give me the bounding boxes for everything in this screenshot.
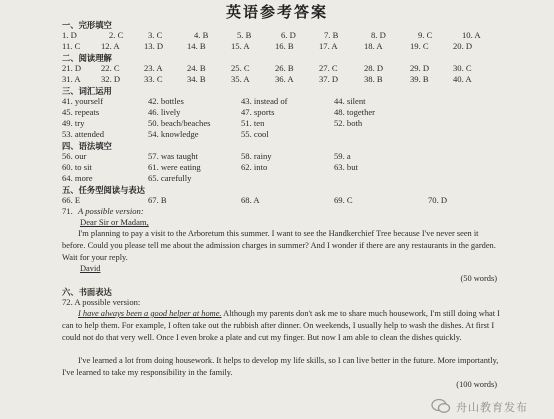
letter-salutation-line xyxy=(0,217,554,228)
answer-item: 69. C xyxy=(334,195,353,205)
answer-item: 46. lively xyxy=(148,107,181,117)
answer-item: 24. B xyxy=(187,63,206,73)
task-reading-answers-row xyxy=(0,195,554,206)
answer-item: 41. yourself xyxy=(62,96,104,106)
vocabulary-answers-row-3 xyxy=(0,118,554,129)
letter-salutation: Dear Sir or Madam, xyxy=(80,217,149,227)
reading-answers-row-1 xyxy=(0,63,554,74)
answer-item: 28. D xyxy=(364,63,384,73)
answer-item: 38. B xyxy=(364,74,383,84)
answer-item: 52. both xyxy=(334,118,363,128)
answer-item: 16. B xyxy=(275,41,294,51)
essay-topic-sentence: I have always been a good helper at home. xyxy=(78,309,222,318)
answer-item: 4. B xyxy=(194,30,209,40)
answer-item: 3. C xyxy=(148,30,163,40)
answer-item: 60. to sit xyxy=(62,162,92,172)
answer-item: 11. C xyxy=(62,41,81,51)
cloze-answers-row-2 xyxy=(0,41,554,52)
answer-item: 18. A xyxy=(364,41,383,51)
answer-item: 49. try xyxy=(62,118,85,128)
answer-item: 57. was taught xyxy=(148,151,198,161)
answer-item: 17. A xyxy=(319,41,338,51)
answer-item: 68. A xyxy=(241,195,260,205)
answer-item: 67. B xyxy=(148,195,167,205)
section-heading-grammar: 四、语法填空 xyxy=(62,141,112,151)
answer-item: 34. B xyxy=(187,74,206,84)
grammar-answers-row-2 xyxy=(0,162,554,173)
answer-item: 65. carefully xyxy=(148,173,192,183)
answer-item: 1. D xyxy=(62,30,77,40)
answer-item: 15. A xyxy=(231,41,250,51)
answer-item: 51. ten xyxy=(241,118,265,128)
essay-paragraph-1-text: Although my parents don't ask me to share much housework, I'm still doing what I can to help them. For example, I often take out the rubbish after dinner. On weekends, I usually help to wash the dishes. At first I could not do that very well. Once I even broke a plate and cut my finger. But now I am able to clean the dishes quickly. xyxy=(62,309,500,342)
letter-signature: David xyxy=(80,264,101,273)
answer-item: 21. D xyxy=(62,63,82,73)
answer-item: 63. but xyxy=(334,162,358,172)
answer-item: 6. D xyxy=(281,30,296,40)
section-heading-writing: 六、书面表达 xyxy=(62,287,112,297)
answer-item: 70. D xyxy=(428,195,448,205)
answer-item: 66. E xyxy=(62,195,81,205)
answer-item: 56. our xyxy=(62,151,87,161)
answer-item: 32. D xyxy=(101,74,121,84)
possible-version-label: A possible version: xyxy=(78,206,144,216)
question-72-line xyxy=(0,297,554,308)
cloze-answers-row-1 xyxy=(0,30,554,41)
reading-answers-row-2 xyxy=(0,74,554,85)
letter-body xyxy=(62,228,500,264)
answer-item: 27. C xyxy=(319,63,338,73)
watermark-text: 舟山教育发布 xyxy=(456,401,528,414)
answer-item: 5. B xyxy=(237,30,252,40)
answer-item: 22. C xyxy=(101,63,120,73)
answer-item: 2. C xyxy=(109,30,124,40)
word-count-72: (100 words) xyxy=(456,380,497,389)
vocabulary-answers-row-4 xyxy=(0,129,554,140)
grammar-answers-row-1 xyxy=(0,151,554,162)
answer-item: 25. C xyxy=(231,63,250,73)
question-71-line xyxy=(0,206,554,217)
answer-item: 44. silent xyxy=(334,96,366,106)
answer-key-title: 英语参考答案 xyxy=(225,3,328,21)
answer-item: 8. D xyxy=(371,30,386,40)
answer-item: 37. D xyxy=(319,74,339,84)
section-heading-cloze: 一、完形填空 xyxy=(62,20,112,30)
answer-item: 42. bottles xyxy=(148,96,184,106)
answer-item: 26. B xyxy=(275,63,294,73)
watermark xyxy=(421,395,554,419)
answer-item: 62. into xyxy=(241,162,268,172)
answer-item: 9. C xyxy=(418,30,433,40)
essay-paragraph-1 xyxy=(62,308,500,344)
answer-item: 50. beach/beaches xyxy=(148,118,211,128)
answer-item: 13. D xyxy=(144,41,164,51)
letter-body-text: I'm planning to pay a visit to the Arboretum this summer. I want to see the Handkerchief Tree because I've never seen it before. Could you please tell me about the admission charges in summer? And I wonder if there are any restaurants in the garden. Wait for your reply. xyxy=(62,229,496,262)
answer-item: 36. A xyxy=(275,74,294,84)
vocabulary-answers-row-1 xyxy=(0,96,554,107)
answer-item: 35. A xyxy=(231,74,250,84)
answer-item: 54. knowledge xyxy=(148,129,199,139)
answer-item: 55. cool xyxy=(241,129,269,139)
answer-item: 59. a xyxy=(334,151,351,161)
answer-item: 14. B xyxy=(187,41,206,51)
wechat-icon xyxy=(431,398,451,414)
answer-item: 45. repeats xyxy=(62,107,100,117)
essay-paragraph-2 xyxy=(62,355,500,379)
vocabulary-answers-row-2 xyxy=(0,107,554,118)
answer-item: 61. were eating xyxy=(148,162,201,172)
grammar-answers-row-3 xyxy=(0,173,554,184)
answer-item: 48. together xyxy=(334,107,376,117)
section-heading-task-reading: 五、任务型阅读与表达 xyxy=(62,185,145,195)
answer-item: 43. instead of xyxy=(241,96,288,106)
answer-item: 20. D xyxy=(453,41,473,51)
section-heading-reading: 二、阅读理解 xyxy=(62,53,112,63)
question-72-label: 72. A possible version: xyxy=(62,297,141,307)
answer-item: 23. A xyxy=(144,63,163,73)
answer-item: 47. sports xyxy=(241,107,275,117)
answer-item: 53. attended xyxy=(62,129,104,139)
section-heading-vocabulary: 三、词汇运用 xyxy=(62,86,112,96)
answer-item: 33. C xyxy=(144,74,163,84)
answer-item: 58. rainy xyxy=(241,151,272,161)
answer-item: 29. D xyxy=(410,63,430,73)
answer-item: 40. A xyxy=(453,74,472,84)
answer-item: 30. C xyxy=(453,63,472,73)
answer-item: 31. A xyxy=(62,74,81,84)
answer-item: 39. B xyxy=(410,74,429,84)
word-count-71: (50 words) xyxy=(460,274,497,283)
answer-item: 7. B xyxy=(324,30,339,40)
essay-paragraph-2-text: I've learned a lot from doing housework. It helps to develop my life skills, so I can live better in the future. More importantly, I've learned to take my responsibility in the family. xyxy=(62,356,499,377)
answer-item: 64. more xyxy=(62,173,93,183)
question-71-label: 71. xyxy=(62,206,73,216)
answer-item: 19. C xyxy=(410,41,429,51)
answer-item: 12. A xyxy=(101,41,120,51)
answer-item: 10. A xyxy=(462,30,481,40)
